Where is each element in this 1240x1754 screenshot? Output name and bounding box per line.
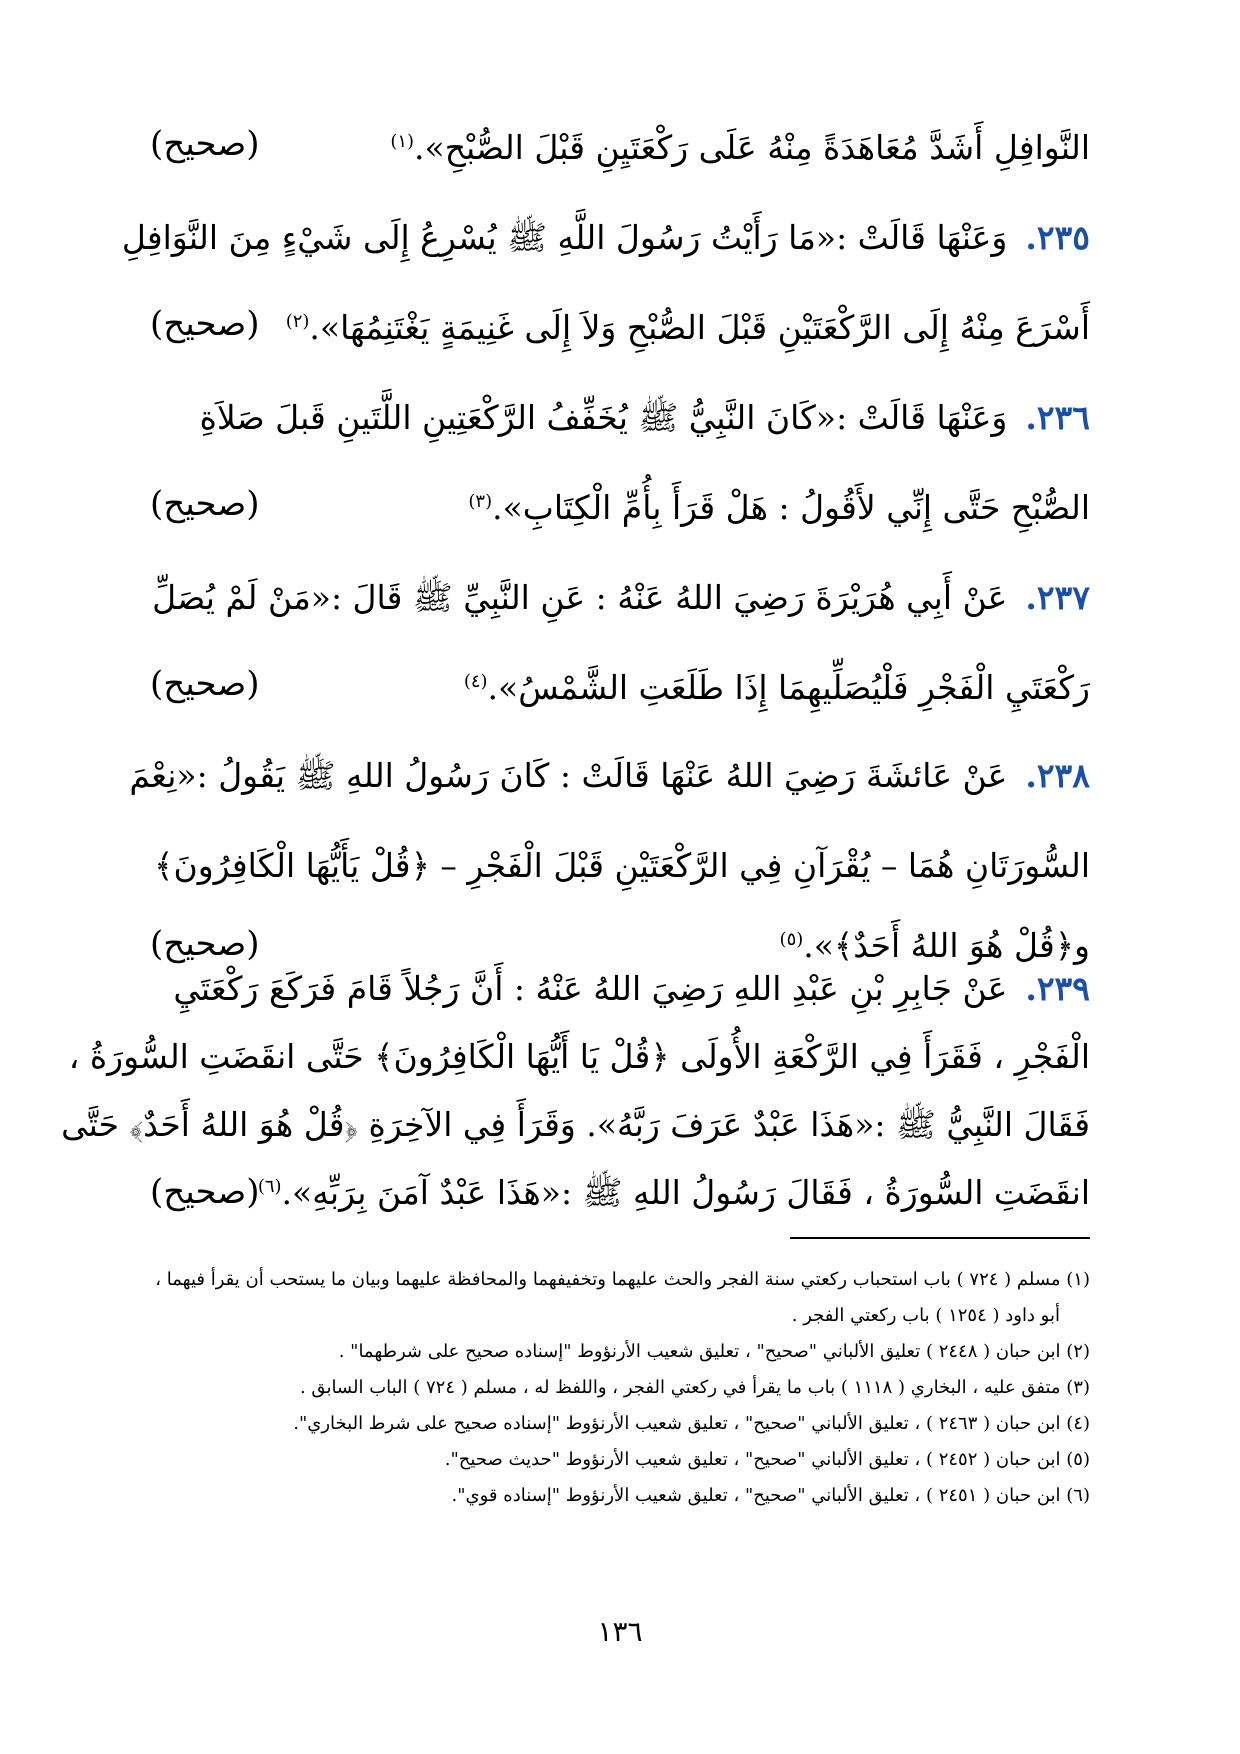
page-number: ١٣٦ [597,1615,643,1648]
line-text: فَقَالَ النَّبِيُّ ﷺ :«هَذَا عَبْدٌ عَرَفَ رَبَّهُ». وَقَرَأَ فِي الآخِرَةِ ﴿قُلْ هُوَ اللهُ أَحَدٌ﴾ حَتَّى [61,1105,1090,1144]
footnote: (٢) ابن حبان ( ٢٤٤٨ ) تعليق الألباني "صحيح" ، تعليق شعيب الأرنؤوط "إسناده صحيح على شرطهما" . [338,1341,1090,1362]
footnote-ref: (٦) [257,1176,282,1197]
text-line [150,103,1090,193]
line-text: رَكْعَتَيِ الْفَجْرِ فَلْيُصَلِّيهِمَا إِذَا طَلَعَتِ الشَّمْسُ». [487,668,1090,707]
footnote: أبو داود ( ١٢٥٤ ) باب ركعتي الفجر . [791,1305,1060,1326]
footnote: (١) مسلم ( ٧٢٤ ) باب استحباب ركعتي سنة الفجر والحث عليهما وتخفيفهما والمحافظة عليهما وبيان ما يستحب أن يقرأ فيهما ، [155,1269,1090,1290]
footnote-ref: (٣) [468,491,493,512]
hadith-236 [150,373,1090,553]
line-text: أَسْرَعَ مِنْهُ إِلَى الرَّكْعَتَيْنِ قَبْلَ الصُّبْحِ وَلاَ إِلَى غَنِيمَةٍ يَغْتَنِمُهَا». [309,308,1090,347]
footnote: (٥) ابن حبان ( ٢٤٥٢ ) ، تعليق الألباني "صحيح" ، تعليق شعيب الأرنؤوط "حديث صحيح". [444,1449,1090,1470]
hadith-0 [150,103,1090,193]
hadith-239 [61,955,1090,1227]
line-text: السُّورَتَانِ هُمَا – يُقْرَآنِ فِي الرَّكْعَتَيْنِ قَبْلَ الْفَجْرِ – ﴿قُلْ يَأَيُّهَا الْكَافِرُونَ﴾ [154,846,1090,885]
footnote: (٣) متفق عليه ، البخاري ( ١١١٨ ) باب ما يقرأ في ركعتي الفجر ، واللفظ له ، مسلم ( ٧٢٤ ) الباب السابق . [299,1377,1090,1398]
footnote-ref: (٥) [779,929,804,950]
line-text: وَعَنْهَا قَالَتْ :«مَا رَأَيْتُ رَسُولَ اللَّهِ ﷺ يُسْرِعُ إِلَى شَيْءٍ مِنَ النَّوَافِلِ [121,218,1008,257]
text-line [150,955,1090,1023]
hadith-235 [121,193,1090,373]
text-line [121,193,1090,283]
hadith-237 [150,553,1090,733]
grade-label: (صحيح) [150,1172,260,1212]
footnote: (٦) ابن حبان ( ٢٤٥١ ) ، تعليق الألباني "صحيح" ، تعليق شعيب الأرنؤوط "إسناده قوي". [451,1485,1090,1506]
line-text: وَعَنْهَا قَالَتْ :«كَانَ النَّبِيُّ ﷺ يُخَفِّفُ الرَّكْعَتِينِ اللَّتَينِ قَبلَ صَلاَةِ [199,398,1008,437]
hadith-number: ٢٣٦. [1025,398,1090,437]
line-text: عَنْ عَائشَةَ رَضِيَ اللهُ عَنْهَا قَالَتْ : كَانَ رَسُولُ اللهِ ﷺ يَقُولُ :«نِعْمَ [129,756,1008,795]
footnotes [140,1262,1090,1514]
text-line [68,1023,1090,1091]
hadith-number: ٢٣٧. [1025,578,1090,617]
footnote-ref: (١) [390,131,415,152]
grade-label: (صحيح) [150,124,260,164]
hadith-number: ٢٣٥. [1025,218,1090,257]
line-text: الصُّبْحِ حَتَّى إِنِّي لأَقُولُ : هَلْ قَرَأَ بِأُمِّ الْكِتَابِ». [492,488,1090,527]
line-text: النَّوافِلِ أَشَدَّ مُعَاهَدَةً مِنْهُ عَلَى رَكْعَتَيِنِ قَبْلَ الصُّبْحِ». [414,128,1090,167]
text-line [150,1159,1090,1227]
grade-label: (صحيح) [150,664,260,704]
footnote-ref: (٢) [285,311,310,332]
text-line [61,1091,1090,1159]
text-line [129,731,1090,821]
hadith-number: ٢٣٨. [1025,756,1090,795]
text-line [150,553,1090,643]
grade-label: (صحيح) [150,484,260,524]
text-line [150,821,1090,911]
hadith-238 [129,731,1090,981]
line-text: انقَضَتِ السُّورَةُ ، فَقَالَ رَسُولُ اللهِ ﷺ :«هَذَا عَبْدٌ آمَنَ بِرَبِّهِ». [281,1173,1090,1212]
line-text: عَنْ جَابِرِ بْنِ عَبْدِ اللهِ رَضِيَ اللهُ عَنْهُ : أَنَّ رَجُلاً قَامَ فَرَكَعَ رَكْعَتَيِ [173,969,1008,1008]
text-line [150,283,1090,373]
grade-label: (صحيح) [150,304,260,344]
footnote-divider [790,1237,1090,1239]
text-line [150,463,1090,553]
text-line [150,643,1090,733]
footnote-ref: (٤) [463,671,488,692]
line-text: و﴿قُلْ هُوَ اللهُ أَحَدٌ﴾». [803,926,1090,965]
grade-label: (صحيح) [150,924,260,964]
line-text: الْفَجْرِ ، فَقَرَأَ فِي الرَّكْعَةِ الأُولَى ﴿قُلْ يَا أَيُّهَا الْكَافِرُونَ﴾ حَتَّى انقَضَتِ السُّورَةُ ، [68,1037,1090,1076]
hadith-number: ٢٣٩. [1025,969,1090,1008]
line-text: عَنْ أَبِي هُرَيْرَةَ رَضِيَ اللهُ عَنْهُ : عَنِ النَّبِيِّ ﷺ قَالَ :«مَنْ لَمْ يُصَلِّ [152,578,1008,617]
text-line [150,373,1090,463]
footnote: (٤) ابن حبان ( ٢٤٦٣ ) ، تعليق الألباني "صحيح" ، تعليق شعيب الأرنؤوط "إسناده صحيح على شرط البخاري". [293,1413,1090,1434]
